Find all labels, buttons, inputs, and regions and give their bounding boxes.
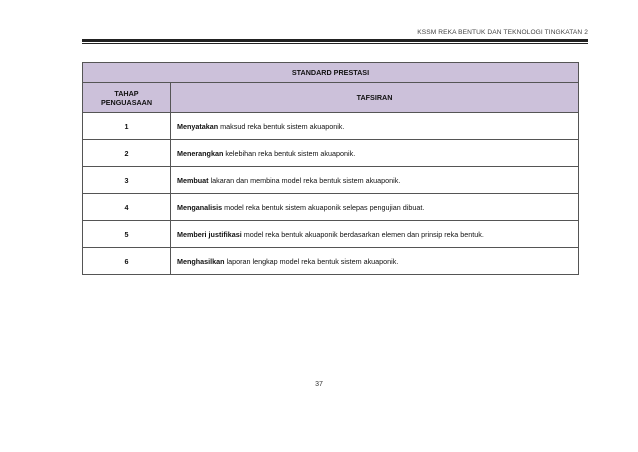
level-cell: 6 xyxy=(83,248,171,275)
description-text: model reka bentuk sistem akuaponik selepas pengujian dibuat. xyxy=(222,202,425,212)
column-header-tafsiran: TAFSIRAN xyxy=(171,83,579,113)
column-header-tahap xyxy=(83,83,171,113)
table-row xyxy=(83,167,579,194)
page-number: 37 xyxy=(315,381,323,388)
standard-prestasi-table xyxy=(82,62,579,275)
table-title: STANDARD PRESTASI xyxy=(83,63,579,83)
description-text: model reka bentuk akuaponik berdasarkan elemen dan prinsip reka bentuk. xyxy=(241,229,484,239)
table-row xyxy=(83,194,579,221)
table-row xyxy=(83,248,579,275)
table-row xyxy=(83,113,579,140)
level-cell: 2 xyxy=(83,140,171,167)
description-cell xyxy=(171,140,579,167)
description-keyword: Menganalisis xyxy=(177,202,223,212)
header-rule-thick xyxy=(82,39,588,42)
description-keyword: Menerangkan xyxy=(177,148,224,158)
column-header-tahap-line2: PENGUASAAN xyxy=(100,97,153,107)
table-row xyxy=(83,221,579,248)
description-text: lakaran dan membina model reka bentuk sistem akuaponik. xyxy=(208,175,401,185)
description-cell xyxy=(171,248,579,275)
description-cell xyxy=(171,221,579,248)
level-cell: 1 xyxy=(83,113,171,140)
description-keyword: Menghasilkan xyxy=(177,256,225,266)
description-cell xyxy=(171,113,579,140)
description-keyword: Membuat xyxy=(177,175,209,185)
level-cell: 3 xyxy=(83,167,171,194)
description-cell xyxy=(171,194,579,221)
description-cell xyxy=(171,167,579,194)
description-keyword: Memberi justifikasi xyxy=(177,229,242,239)
description-text: kelebihan reka bentuk sistem akuaponik. xyxy=(223,148,356,158)
description-keyword: Menyatakan xyxy=(177,121,219,131)
header-rule-thin xyxy=(82,43,588,44)
table-row xyxy=(83,140,579,167)
table-header-row xyxy=(83,83,579,113)
column-header-tahap-line1: TAHAP xyxy=(114,88,139,98)
description-text: laporan lengkap model reka bentuk sistem akuaponik. xyxy=(224,256,399,266)
running-header: KSSM REKA BENTUK DAN TEKNOLOGI TINGKATAN 2 xyxy=(417,29,588,36)
table-title-row xyxy=(83,63,579,83)
description-text: maksud reka bentuk sistem akuaponik. xyxy=(218,121,345,131)
level-cell: 5 xyxy=(83,221,171,248)
level-cell: 4 xyxy=(83,194,171,221)
